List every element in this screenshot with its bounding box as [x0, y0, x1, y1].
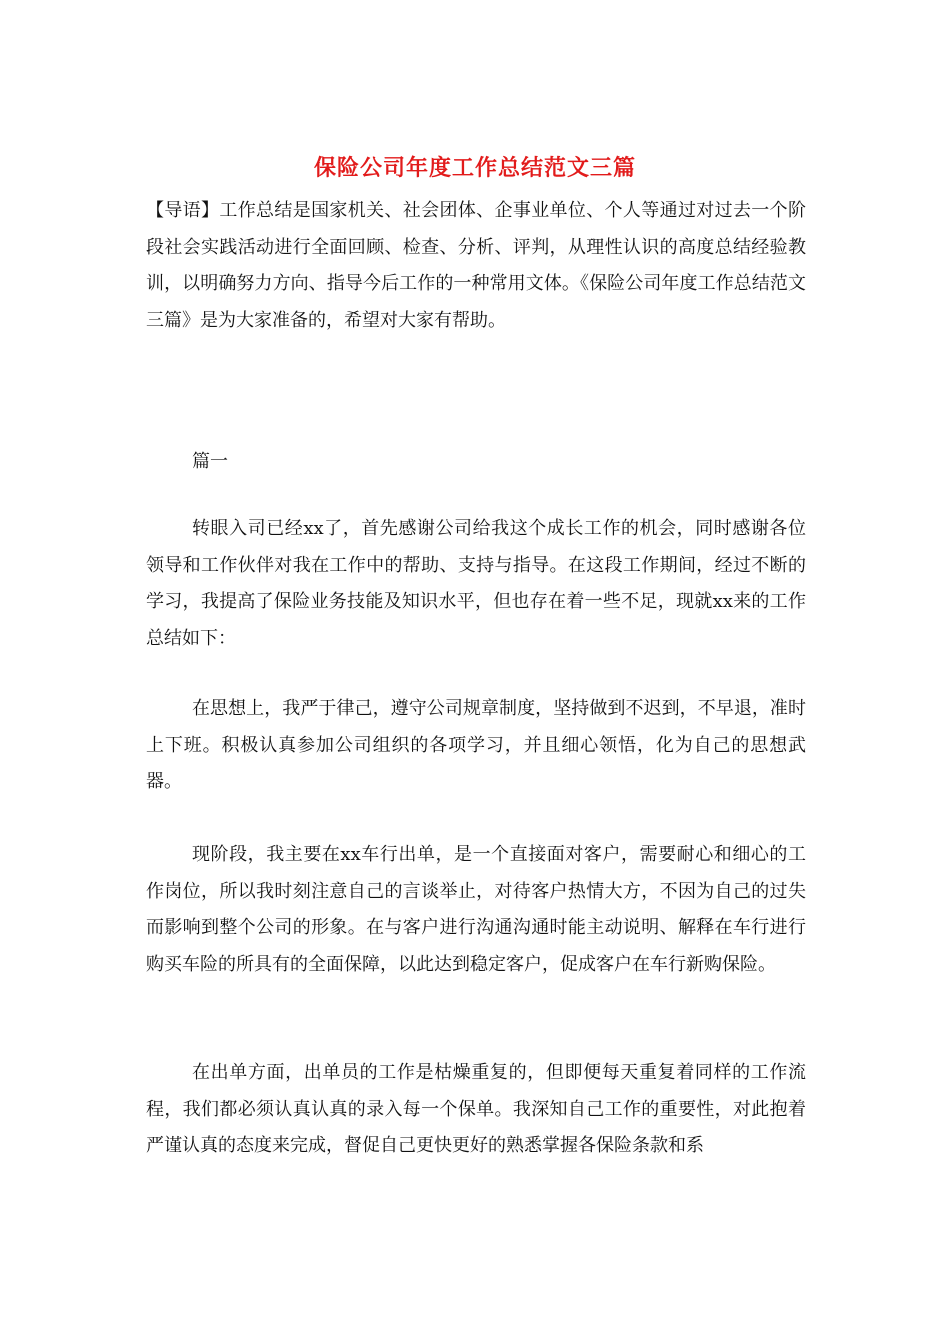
body-paragraph: 现阶段，我主要在xx车行出单，是一个直接面对客户，需要耐心和细心的工作岗位，所以我时刻注意自己的言谈举止，对待客户热情大方，不因为自己的过失而影响到整个公司的形象。在与客户进行沟通沟通时能主动说明、解释在车行进行购买车险的所具有的全面保障，以此达到稳定客户，促成客户在车行新购保险。 [146, 844, 806, 975]
section-heading: 篇一 [192, 451, 228, 472]
body-paragraph: 在出单方面，出单员的工作是枯燥重复的，但即便每天重复着同样的工作流程，我们都必须认真认真的录入每一个保单。我深知自己工作的重要性，对此抱着严谨认真的态度来完成，督促自己更快更好的熟悉掌握各保险条款和系 [146, 1062, 806, 1156]
document-title: 保险公司年度工作总结范文三篇 [313, 155, 636, 181]
intro-paragraph: 【导语】工作总结是国家机关、社会团体、企事业单位、个人等通过对过去一个阶段社会实践活动进行全面回顾、检查、分析、评判，从理性认识的高度总结经验教训，以明确努力方向、指导今后工作的一种常用文体。《保险公司年度工作总结范文三篇》是为大家准备的，希望对大家有帮助。 [146, 200, 806, 331]
body-paragraph: 转眼入司已经xx了，首先感谢公司给我这个成长工作的机会，同时感谢各位领导和工作伙伴对我在工作中的帮助、支持与指导。在这段工作期间，经过不断的学习，我提高了保险业务技能及知识水平，但也存在着一些不足，现就xx来的工作总结如下： [146, 518, 806, 649]
body-paragraph: 在思想上，我严于律己，遵守公司规章制度，坚持做到不迟到，不早退，准时上下班。积极认真参加公司组织的各项学习，并且细心领悟，化为自己的思想武器。 [146, 698, 806, 792]
